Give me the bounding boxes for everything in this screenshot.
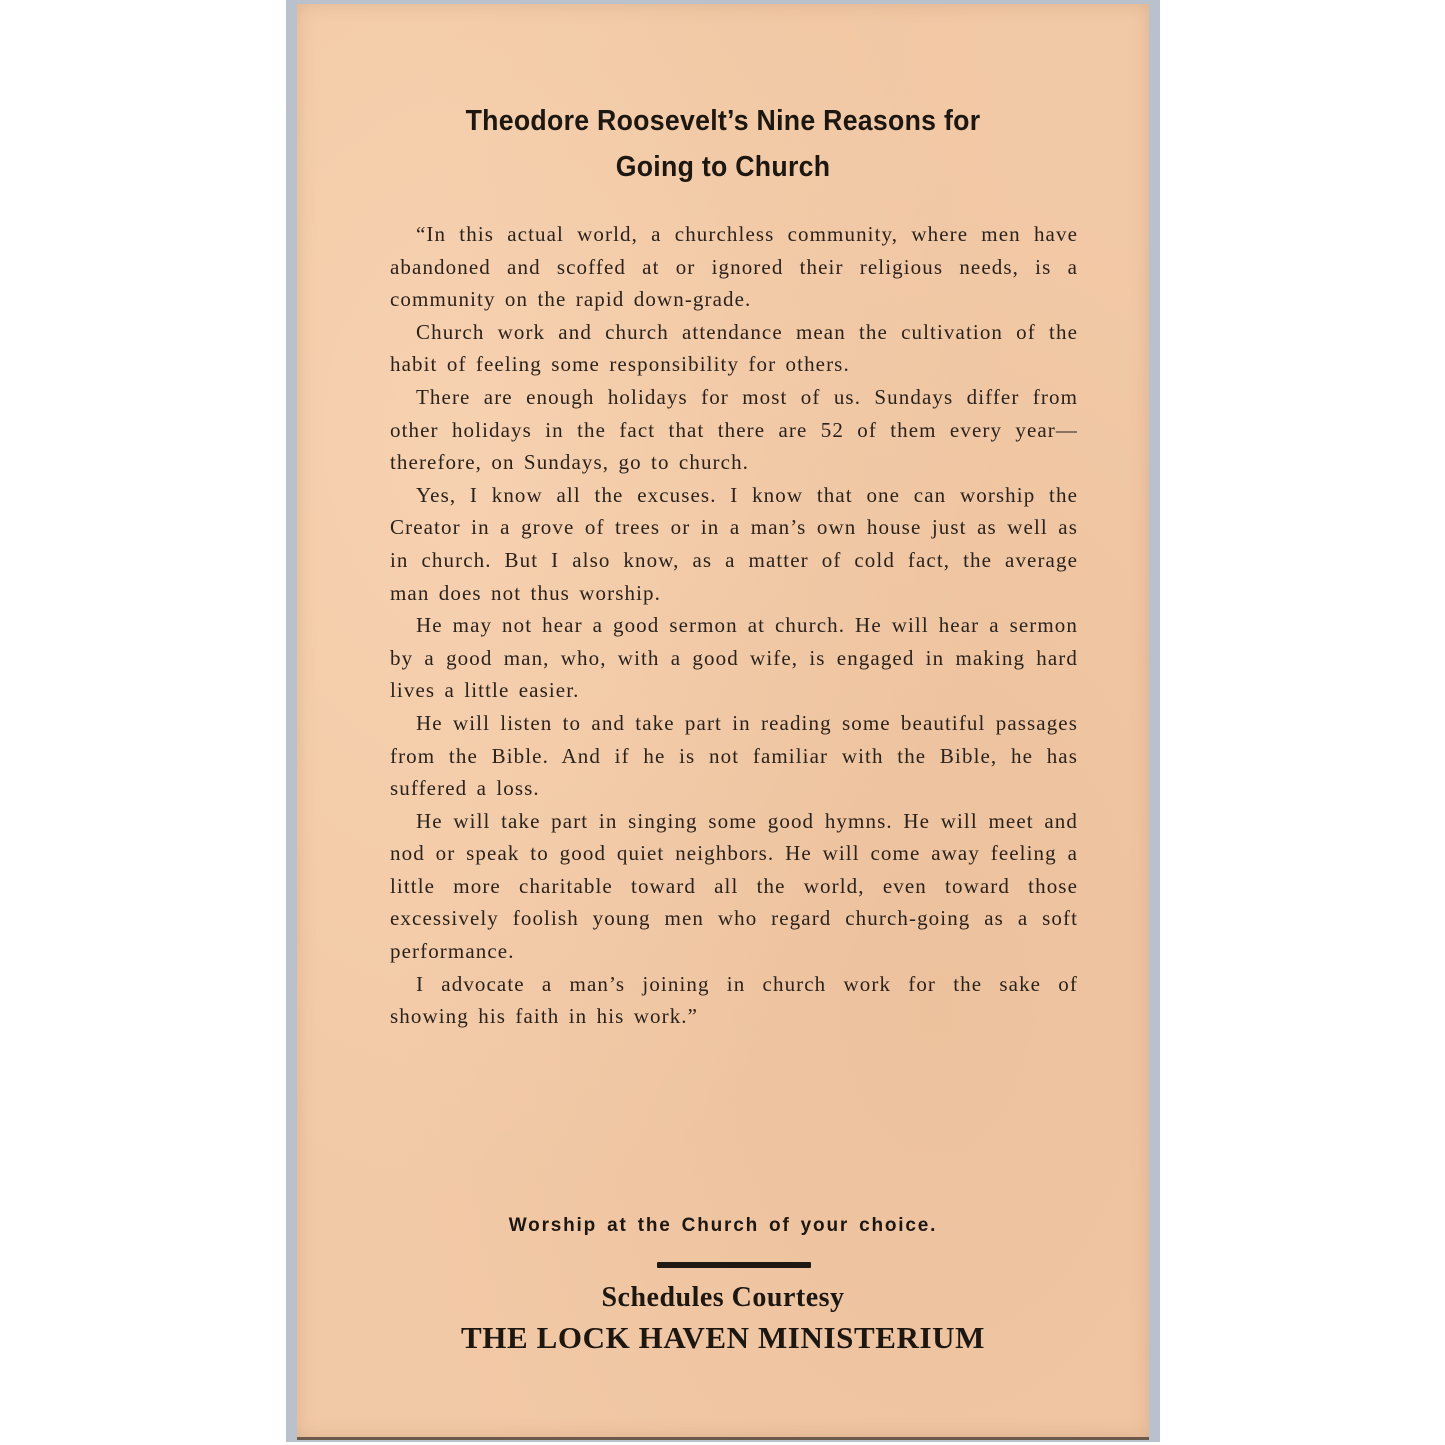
- paragraph-hymns: He will take part in singing some good hymns. He will meet and nod or speak to good quiet neighbors. He will come away feeling a little more charitable toward all the world, even toward those excessively foolish young men who regard church-going as a soft performance.: [390, 808, 1078, 964]
- paragraph-bible: He will listen to and take part in reading some beautiful passages from the Bible. And if he is not familiar with the Bible, he has suffered a loss.: [390, 710, 1078, 801]
- divider-rule: [657, 1262, 811, 1268]
- paragraph-holidays: There are enough holidays for most of us. Sundays differ from other holidays in the fact that there are 52 of them every year—therefore, on Sundays, go to church.: [390, 384, 1078, 475]
- title-line-2: Going to Church: [615, 151, 831, 183]
- organization-name: THE LOCK HAVEN MINISTERIUM: [460, 1320, 986, 1355]
- worship-tagline: Worship at the Church of your choice.: [508, 1215, 938, 1236]
- courtesy-heading: Schedules Courtesy: [601, 1282, 845, 1313]
- paragraph-church-work: Church work and church attendance mean the cultivation of the habit of feeling some responsibility for others.: [390, 319, 1078, 377]
- church-card: [297, 4, 1149, 1440]
- title-line-1: Theodore Roosevelt’s Nine Reasons for: [465, 105, 981, 137]
- paragraph-sermon: He may not hear a good sermon at church. He will hear a sermon by a good man, who, with a good wife, is engaged in making hard lives a little easier.: [390, 613, 1078, 703]
- paragraph-excuses: Yes, I know all the excuses. I know that one can worship the Creator in a grove of trees or in a man’s own house just as well as in church. But I also know, as a matter of cold fact, the average man does not thus worship.: [390, 482, 1078, 605]
- paragraph-advocate: I advocate a man’s joining in church work for the sake of showing his faith in his work.”: [390, 971, 1078, 1029]
- quote-body: [390, 218, 1078, 1033]
- paragraph-churchless-community: “In this actual world, a churchless community, where men have abandoned and scoffed at or ignored their religious needs, is a community on the rapid down-grade.: [390, 222, 1078, 312]
